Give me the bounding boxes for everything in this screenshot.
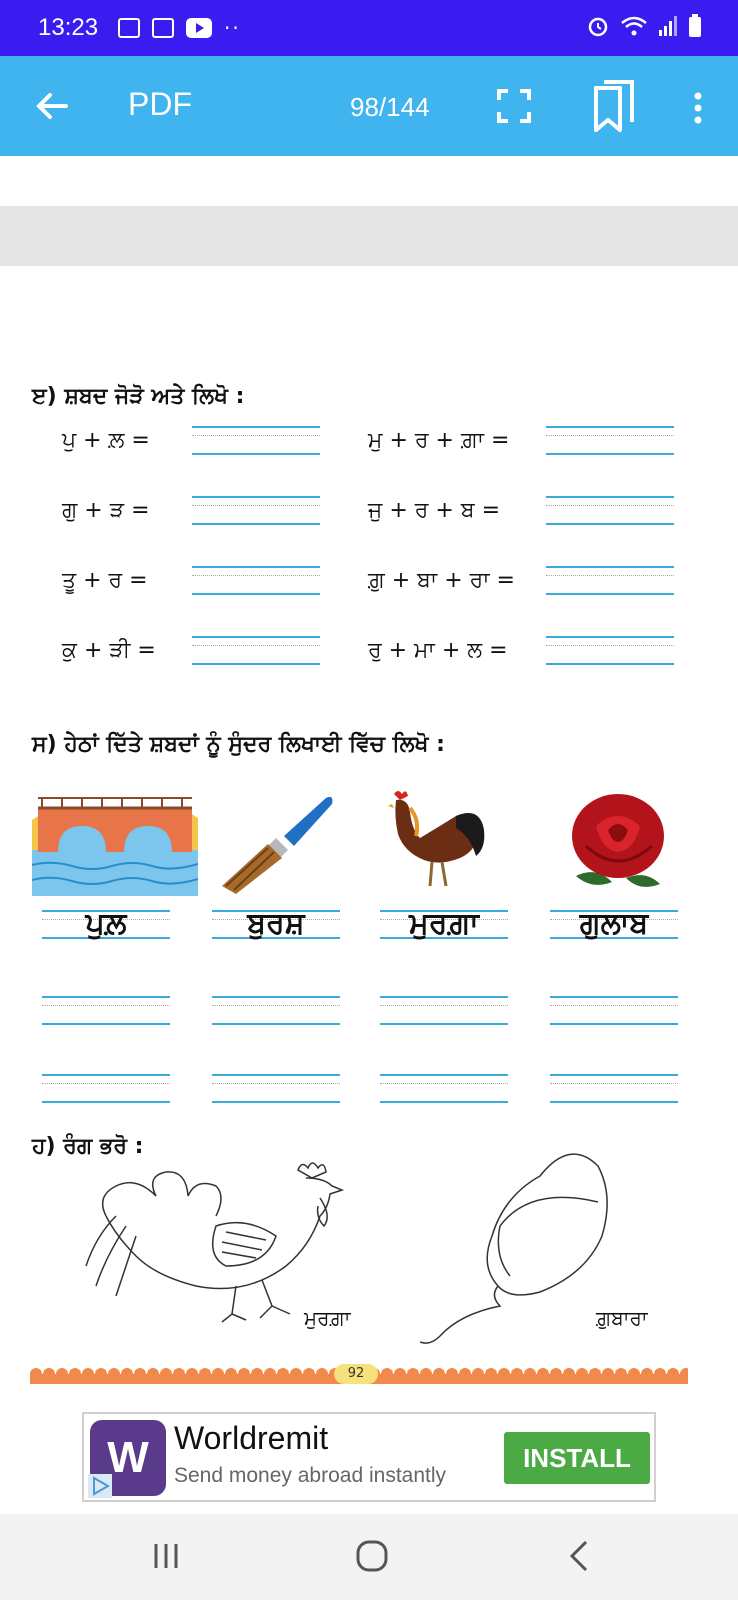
writing-line <box>212 1074 340 1102</box>
brush-picture <box>214 786 338 898</box>
fullscreen-icon[interactable] <box>496 88 532 124</box>
worldremit-logo[interactable]: W <box>90 1420 166 1496</box>
system-nav-bar <box>0 1514 738 1600</box>
notification-icons <box>118 16 241 40</box>
page-gap <box>0 206 738 266</box>
writing-line <box>550 996 678 1024</box>
page-indicator[interactable]: 98/144 <box>350 92 430 122</box>
install-button[interactable]: INSTALL <box>504 1432 650 1484</box>
battery-icon <box>688 14 702 38</box>
status-bar <box>0 0 738 56</box>
equation-left-4: ਕੁ + ੜੀ = <box>62 638 156 663</box>
wifi-icon <box>620 14 648 38</box>
writing-line <box>42 996 170 1024</box>
equation-right-2: ਜੁ + ਰ + ਬ = <box>368 498 501 523</box>
app-bar <box>0 56 738 156</box>
alarm-icon <box>586 14 610 38</box>
equation-right-4: ਰੁ + ਮਾ + ਲ = <box>368 638 508 663</box>
word-brush <box>212 906 340 941</box>
gallery-icon <box>118 18 140 38</box>
rose-picture <box>556 786 680 898</box>
app-title: PDF <box>128 86 192 122</box>
writing-line <box>212 996 340 1024</box>
word-text: ਗੁਲਾਬ <box>579 906 649 941</box>
writing-line <box>546 496 674 524</box>
writing-line <box>192 636 320 664</box>
section-s-heading: ਸ) ਹੇਠਾਂ ਦਿੱਤੇ ਸ਼ਬਦਾਂ ਨੂੰ ਸੁੰਦਰ ਲਿਖਾਈ ਵਿੱਚ ਲਿਖੋ : <box>32 732 445 757</box>
writing-line <box>550 1074 678 1102</box>
rooster-picture <box>380 786 492 898</box>
writing-line <box>42 1074 170 1102</box>
writing-line <box>192 426 320 454</box>
bookmarks-icon[interactable] <box>590 78 638 134</box>
word-bridge <box>42 906 170 941</box>
rooster-outline-label: ਮੁਰਗ਼ਾ <box>304 1306 351 1330</box>
back-nav-icon[interactable] <box>560 1536 600 1576</box>
writing-line <box>380 996 508 1024</box>
pdf-page[interactable] <box>0 266 738 1400</box>
equation-left-2: ਗੁ + ੜ = <box>62 498 150 523</box>
writing-line <box>192 496 320 524</box>
more-notifications-icon: ·· <box>224 16 241 40</box>
calendar-icon <box>152 18 174 38</box>
writing-line <box>192 566 320 594</box>
home-icon[interactable] <box>352 1536 392 1576</box>
ad-banner[interactable] <box>82 1412 656 1502</box>
equation-left-3: ਤੂ + ਰ = <box>62 568 148 593</box>
ad-tagline[interactable]: Send money abroad instantly <box>174 1464 447 1487</box>
bridge-picture <box>32 790 198 896</box>
word-text: ਮੁਰਗ਼ਾ <box>409 906 479 941</box>
ad-title[interactable]: Worldremit <box>174 1420 329 1456</box>
word-rose <box>550 906 678 941</box>
more-options-icon[interactable] <box>686 88 710 128</box>
writing-line <box>380 1074 508 1102</box>
signal-icon <box>658 15 678 37</box>
section-h-heading: ਹ) ਰੰਗ ਭਰੋ : <box>32 1134 144 1159</box>
status-time: 13:23 <box>38 14 99 41</box>
system-icons <box>586 14 702 38</box>
word-text: ਬੁਰਸ਼ <box>247 906 305 941</box>
ad-choices-icon[interactable] <box>88 1474 112 1498</box>
balloon-outline-label: ਗ਼ੁਬਾਰਾ <box>596 1306 648 1330</box>
writing-line <box>546 566 674 594</box>
section-e-heading: ੲ) ਸ਼ਬਦ ਜੋੜੋ ਅਤੇ ਲਿਖੋ : <box>32 384 245 409</box>
writing-line <box>546 636 674 664</box>
equation-left-1: ਪੁ + ਲ਼ = <box>62 428 150 453</box>
writing-line <box>546 426 674 454</box>
equation-right-1: ਮੁ + ਰ + ਗ਼ਾ = <box>368 428 510 453</box>
back-arrow-icon[interactable] <box>32 86 72 126</box>
page-number: 92 <box>334 1364 378 1384</box>
equation-right-3: ਗ਼ੁ + ਬਾ + ਰਾ = <box>368 568 515 593</box>
recents-icon[interactable] <box>146 1536 186 1576</box>
word-rooster <box>380 906 508 941</box>
word-text: ਪੁਲ਼ <box>85 906 127 941</box>
youtube-icon <box>186 18 212 38</box>
